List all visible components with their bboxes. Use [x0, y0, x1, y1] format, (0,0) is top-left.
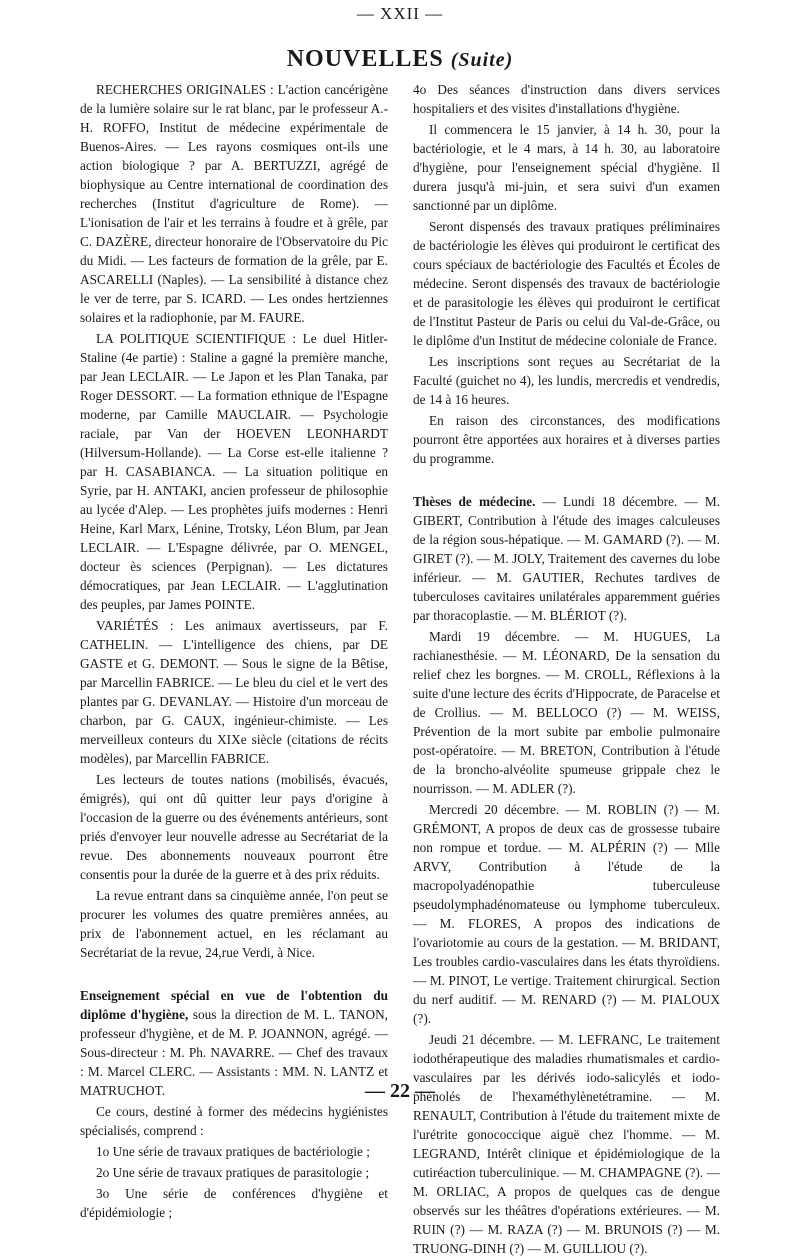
footer-page-number: — 22 —	[365, 1080, 435, 1102]
paragraph-mercredi: Mercredi 20 décembre. — M. ROBLIN (?) — M. GRÉMONT, A propos de deux cas de grossesse tubaire non rompue et tordue. — M. ALPÉRIN (?) — Mlle ARVY, Contribution à l'étude de la macropolyadénopathie tuberculeuse pseudolymphadénomateuse ou lymphome tuberculeux. — M. FLORES, A propos des indications de l'ovariotomie au cours de la gestation. — M. BRIDANT, Les troubles cardio-vasculaires dans les états thyroïdiens. — M. PINOT, Le vertige. Traitement chirurgical. Section du nerf auditif. — M. RENARD (?) — M. PIALOUX (?).	[413, 802, 720, 1026]
theses-lundi-text: — Lundi 18 décembre. — M. GIBERT, Contribution à l'étude des images calculeuses de la région sous-hépatique. — M. GAMARD (?). — M. GIRET (?). — M. JOLY, Traitement des cavernes du lobe inférieur. — M. GAUTIER, Rechutes tardives de tuberculoses cavitaires unilatérales apparemment guéries par thoracoplastie. — M. BLÉRIOT (?).	[413, 494, 720, 623]
paragraph-circonstances: En raison des circonstances, des modifications pourront être apportées aux horaires et à diverses parties du programme.	[413, 413, 720, 466]
left-column	[80, 80, 388, 1224]
roman-page-number: — XXII —	[356, 4, 444, 23]
list-item-1: 1o Une série de travaux pratiques de bactériologie ;	[96, 1144, 370, 1159]
list-item-2: 2o Une série de travaux pratiques de parasitologie ;	[96, 1165, 370, 1180]
section-title-theses: Thèses de médecine.	[413, 494, 536, 509]
title-text: NOUVELLES	[286, 46, 444, 72]
paragraph-mardi: Mardi 19 décembre. — M. HUGUES, La rachianesthésie. — M. LÉONARD, De la sensation du relief chez les borgnes. — M. CROLL, Réflexions à la suite d'une lecture des écrits d'Hippocrate, de Paracelse et de Crollius. — M. BELLOCO (?) — M. WEISS, Prévention de la mort subite par embolie pulmonaire post-opératoire. — M. BRETON, Contribution à l'étude de la broncho-alvéolite spumeuse grippale chez le nourrisson. — M. ADLER (?).	[413, 629, 720, 796]
spacer	[413, 470, 720, 492]
spacer	[80, 964, 388, 986]
paragraph-dates: Il commencera le 15 janvier, à 14 h. 30, pour la bactériologie, et le 4 mars, à 14 h. 30, au laboratoire d'hygiène, pour l'enseignement spécial d'hygiène. Il durera jusqu'à mi-juin, et sera suivi d'un examen sanctionné par un diplôme.	[413, 122, 720, 213]
paragraph-inscriptions: Les inscriptions sont reçues au Secrétariat de la Faculté (guichet no 4), les lundis, mercredis et vendredis, de 14 à 16 heures.	[413, 354, 720, 407]
paragraph-jeudi: Jeudi 21 décembre. — M. LEFRANC, Le traitement iodothérapeutique des maladies rhumatismales et cardio-vasculaires par les dérivés iodo-salicylés et iodo-phénolés de l'hexaméthylènetétramine. — M. RENAULT, Contribution à l'étude du traitement mixte de l'urétrite gonococcique aiguë chez l'homme. — M. LEGRAND, Intérêt clinique et épidémiologique de la cutiréaction tuberculinique. — M. CHAMPAGNE (?). — M. ORLIAC, A propos de quelques cas de dengue observés sur les théâtres d'opérations extérieures. — M. RUIN (?) — M. RAZA (?) — M. BRUNOIS (?) — M. TRUONG-DINH (?) — M. GUILLIOU (?).	[413, 1032, 720, 1256]
paragraph-revue: La revue entrant dans sa cinquième année, l'on peut se procurer les volumes des quatre premières années, au prix de l'abonnement actuel, en les réclamant au Secrétariat de la revue, 24,rue Verdi, à Nice.	[80, 888, 388, 960]
section-title-enseignement: Enseignement spécial en vue de l'obtention du diplôme d'hygiène,	[80, 988, 388, 1022]
paragraph-politique: LA POLITIQUE SCIENTIFIQUE : Le duel Hitler-Staline (4e partie) : Staline a gagné la première manche, par Jean LECLAIR. — Le Japon et les Plan Tanaka, par Roger DESSORT. — La formation ethnique de l'Espagne moderne, par Camille MAUCLAIR. — Psychologie raciale, par Van der HOEVEN LEONHARDT (Hilversum-Hollande). — La Corse est-elle italienne ? par H. CASABIANCA. — La situation politique en Syrie, par H. ANTAKI, ancien professeur de philosophie au lycée d'Alep. — Les prophètes juifs modernes : Henri Heine, Karl Marx, Lénine, Trotsky, Léon Blum, par Jean LECLAIR. — L'Espagne délivrée, par O. MENGEL, docteur ès sciences (Perpignan). — Les dictatures démocratiques, par Jean LECLAIR. — L'agglutination des peuples, par James POINTE.	[80, 331, 388, 612]
page-title	[0, 46, 800, 73]
paragraph-cours: Ce cours, destiné à former des médecins hygiénistes spécialisés, comprend :	[80, 1104, 388, 1138]
paragraph-lecteurs: Les lecteurs de toutes nations (mobilisés, évacués, émigrés), qui ont dû quitter leur pays d'origine à l'occasion de la guerre ou des événements antérieurs, sont priés d'envoyer leur nouvelle adresse au Secrétariat de la revue. Des abonnements nouveaux pourront être consentis pour la durée de la guerre et à des prix réduits.	[80, 772, 388, 882]
list-item-4: 4o Des séances d'instruction dans divers services hospitaliers et des visites d'installations d'hygiène.	[413, 82, 720, 116]
paragraph-varietes: VARIÉTÉS : Les animaux avertisseurs, par F. CATHELIN. — L'intelligence des chiens, par DE GASTE et G. DEMONT. — Sous le signe de la Bêtise, par Marcellin FABRICE. — Le bleu du ciel et le vert des plantes par G. DEVANLAY. — Histoire d'un morceau de charbon, par G. CAUX, ingénieur-chimiste. — Les merveilleux conteurs du XIXe siècle (citations de récits modèles), par Marcellin FABRICE.	[80, 618, 388, 766]
paragraph-recherches: RECHERCHES ORIGINALES : L'action cancérigène de la lumière solaire sur le rat blanc, par le professeur A.-H. ROFFO, Institut de médecine expérimentale de Buenos-Aires. — Les rayons cosmiques ont-ils une action biologique ? par A. BERTUZZI, agrégé de biophysique au Centre international de coordination des recherches (Institut d'agriculture de Rome). — L'ionisation de l'air et les terrains à foudre et à grêle, par C. DAZÈRE, directeur honoraire de l'Observatoire du Pic du Midi. — Les facteurs de formation de la grêle, par E. ASCARELLI (Naples). — La sensibilité à distance chez le ver de terre, par S. ICARD. — Les ondes hertziennes solaires et la radiophonie, par M. FAURE.	[80, 82, 388, 325]
list-item-3: 3o Une série de conférences d'hygiène et d'épidémiologie ;	[80, 1186, 388, 1220]
paragraph-theses	[413, 492, 720, 625]
paragraph-dispenses: Seront dispensés des travaux pratiques préliminaires de bactériologie les élèves qui produiront le certificat des cours spéciaux de bactériologie des Facultés et Écoles de médecine. Seront dispensés des travaux de bactériologie et de parasitologie les élèves qui produiront le certificat de l'Institut Pasteur de Paris ou celui du Val-de-Grâce, ou le diplôme d'un Institut de médecine coloniale de France.	[413, 219, 720, 348]
enseignement-text: sous la direction de M. L. TANON, professeur d'hygiène, et de M. P. JOANNON, agrégé. — Sous-directeur : M. Ph. NAVARRE. — Chef des travaux : M. Marcel CLERC. — Assistants : MM. N. LANTZ et MATRUCHOT.	[80, 1007, 388, 1098]
title-suffix: (Suite)	[450, 49, 514, 71]
